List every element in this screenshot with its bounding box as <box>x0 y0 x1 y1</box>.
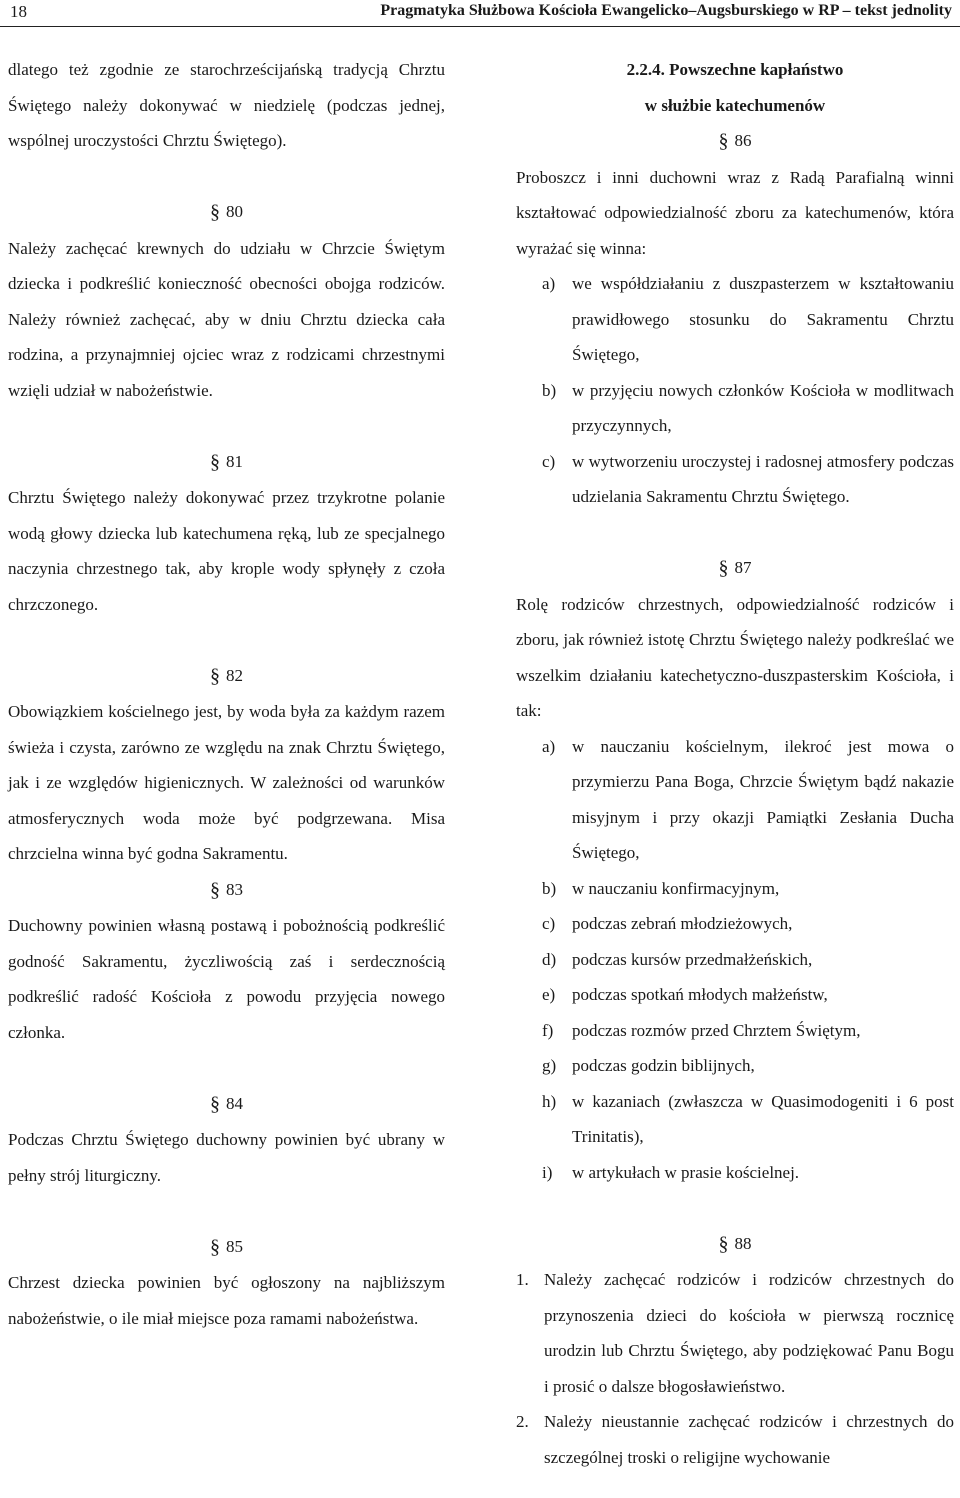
section-84-text: Podczas Chrztu Świętego duchowny powinien być ubrany w pełny strój liturgiczny. <box>8 1130 445 1185</box>
right-column <box>516 52 954 1475</box>
list-item-label: f) <box>542 1020 554 1040</box>
section-86-list <box>516 266 954 515</box>
page-header <box>0 0 960 27</box>
section-number: 85 <box>226 1236 243 1256</box>
section-87-list <box>516 729 954 1191</box>
section-sign: § <box>718 1232 729 1255</box>
section-sign: § <box>210 1235 220 1258</box>
section-85-text: Chrzest dziecka powinien być ogłoszony na najbliższym nabożeństwie, o ile miał miejsce poza ramami nabożeństwa. <box>8 1273 445 1328</box>
list-item <box>516 266 954 373</box>
list-item <box>516 942 954 978</box>
list-item-label: c) <box>542 451 556 471</box>
list-item-text: w kazaniach (zwłaszcza w Quasimodogeniti i 6 post Trinitatis), <box>572 1091 954 1146</box>
section-heading-85 <box>8 1229 445 1266</box>
section-number: 81 <box>226 451 243 471</box>
section-heading-81 <box>8 444 445 481</box>
list-item-label: i) <box>542 1162 553 1182</box>
section-82-text: Obowiązkiem kościelnego jest, by woda była za każdym razem świeża i czysta, zarówno ze względu na znak Chrztu Świętego, jak i ze względów higienicznych. W zależności od warunków atmosferycznych woda może być podgrzewana. Misa chrzcielna winna być godna Sakramentu. <box>8 702 445 863</box>
section-heading-84 <box>8 1086 445 1123</box>
list-item <box>516 1404 954 1475</box>
list-item-label: a) <box>542 736 556 756</box>
list-item-text: we współdziałaniu z duszpasterzem w kształtowaniu prawidłowego stosunku do Sakramentu Chrztu Świętego, <box>572 274 954 364</box>
section-81-text: Chrztu Świętego należy dokonywać przez trzykrotne polanie wodą głowy dziecka lub katechumena ręką, lub ze specjalnego naczynia chrzestnego tak, aby krople wody spłynęły z czoła chrzczonego. <box>8 488 445 614</box>
list-item <box>516 1084 954 1155</box>
list-item <box>516 977 954 1013</box>
list-item-text: podczas godzin biblijnych, <box>572 1056 755 1075</box>
list-item <box>516 1013 954 1049</box>
list-item-label: c) <box>542 914 556 933</box>
left-column <box>8 52 445 1336</box>
section-number: 83 <box>226 879 243 899</box>
list-item-text: w artykułach w prasie kościelnej. <box>572 1162 800 1182</box>
section-number: 88 <box>734 1233 752 1253</box>
list-item-text: w nauczaniu kościelnym, ilekroć jest mowa o przymierzu Pana Boga, Chrzcie Świętym bądź nakazie misyjnym i przy okazji Pamiątki Zesłania Ducha Świętego, <box>572 736 954 862</box>
list-item-text: w przyjęciu nowych członków Kościoła w modlitwach przyczynnych, <box>572 380 954 435</box>
list-item-text: podczas kursów przedmałżeńskich, <box>572 949 813 969</box>
section-88-list <box>516 1262 954 1475</box>
list-item <box>516 871 954 907</box>
list-item-text: podczas zebrań młodzieżowych, <box>572 914 793 933</box>
list-item <box>516 373 954 444</box>
section-sign: § <box>210 1092 220 1115</box>
list-item-label: a) <box>542 274 556 293</box>
section-sign: § <box>210 450 220 473</box>
section-87-text: Rolę rodziców chrzestnych, odpowiedzialność rodziców i zboru, jak również istotę Chrztu Świętego należy podkreślać we wszelkim działaniu katechetyczno-duszpasterskim Kościoła, i tak: <box>516 594 954 720</box>
list-item-label: 1. <box>516 1270 529 1289</box>
list-item-label: e) <box>542 985 556 1004</box>
page-number: 18 <box>10 2 27 21</box>
list-item <box>516 906 954 942</box>
section-sign: § <box>718 557 729 579</box>
section-heading-87 <box>516 550 954 587</box>
list-item <box>516 1262 954 1404</box>
section-number: 80 <box>226 202 243 221</box>
list-item-text: Należy zachęcać rodziców i rodziców chrzestnych do przynoszenia dzieci do kościoła w pierwszą rocznicę urodzin lub Chrztu Świętego, aby podziękować Panu Bogu i prosić o dalsze błogosławieństwo. <box>544 1270 954 1396</box>
section-number: 86 <box>734 131 752 150</box>
list-item-label: b) <box>542 380 557 400</box>
section-heading-83 <box>8 872 445 909</box>
chapter-subheading: w służbie katechumenów <box>644 95 826 115</box>
section-sign: § <box>210 664 220 687</box>
section-86-text: Proboszcz i inni duchowni wraz z Radą Parafialną winni kształtować odpowiedzialność zboru za katechumenów, która wyrażać się winna: <box>516 167 954 258</box>
section-83-text: Duchowny powinien własną postawą i pobożnością podkreślić godność Sakramentu, życzliwością zaś i serdecznością podkreślić radość Kościoła z powodu przyjęcia nowego członka. <box>8 916 445 1042</box>
section-sign: § <box>718 130 729 152</box>
list-item-text: w wytworzeniu uroczystej i radosnej atmosfery podczas udzielania Sakramentu Chrztu Świętego. <box>572 451 954 506</box>
section-heading-86 <box>516 123 954 160</box>
list-item-text: podczas rozmów przed Chrztem Świętym, <box>572 1020 861 1040</box>
list-item-label: d) <box>542 949 557 969</box>
intro-paragraph: dlatego też zgodnie ze starochrześcijańską tradycją Chrztu Świętego należy dokonywać w niedzielę (podczas jednej, wspólnej uroczystości Chrztu Świętego). <box>8 60 445 150</box>
list-item-text: Należy nieustannie zachęcać rodziców i chrzestnych do szczególnej troski o religijne wychowanie <box>544 1412 954 1467</box>
section-number: 82 <box>226 665 243 685</box>
list-item-label: g) <box>542 1056 557 1075</box>
list-item <box>516 1048 954 1084</box>
chapter-heading: 2.2.4. Powszechne kapłaństwo <box>626 60 844 79</box>
list-item-label: 2. <box>516 1412 529 1431</box>
list-item-text: podczas spotkań młodych małżeństw, <box>572 985 828 1004</box>
section-number: 84 <box>226 1093 243 1113</box>
list-item-text: w nauczaniu konfirmacyjnym, <box>572 878 780 898</box>
list-item <box>516 1155 954 1191</box>
section-heading-80 <box>8 194 445 231</box>
section-80-text: Należy zachęcać krewnych do udziału w Chrzcie Świętym dziecka i podkreślić konieczność obecności obojga rodziców. Należy również zachęcać, aby w dniu Chrztu dziecka cała rodzina, a przynajmniej ojciec wraz z rodzicami chrzestnymi wzięli udział w nabożeństwie. <box>8 238 445 400</box>
list-item-label: h) <box>542 1091 557 1111</box>
section-heading-82 <box>8 658 445 695</box>
section-sign: § <box>210 201 220 223</box>
list-item-label: b) <box>542 878 557 898</box>
list-item <box>516 729 954 871</box>
section-heading-88 <box>516 1226 954 1263</box>
section-sign: § <box>210 878 220 901</box>
running-title: Pragmatyka Służbowa Kościoła Ewangelicko–Augsburskiego w RP – tekst jednolity <box>380 2 952 19</box>
list-item <box>516 444 954 515</box>
section-number: 87 <box>734 558 752 577</box>
